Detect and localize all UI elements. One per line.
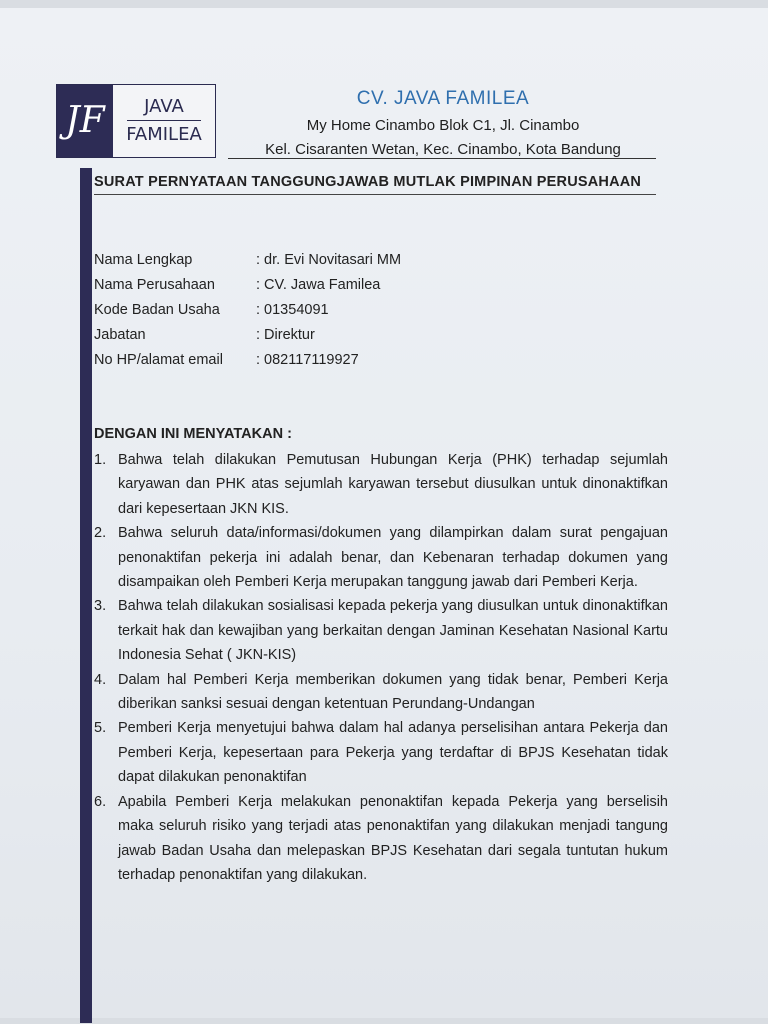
item-number: 5. <box>94 720 107 737</box>
item-number: 2. <box>94 525 107 542</box>
info-label: Kode Badan Usaha <box>94 302 220 318</box>
company-address-line-2: Kel. Cisaranten Wetan, Kec. Cinambo, Kota Bandung <box>265 141 621 158</box>
item-text: Pemberi Kerja menyetujui bahwa dalam hal adanya perselisihan antara Pekerja dan Pemberi Kerja, kepesertaan para Pekerja yang terdaftar di BPJS Kesehatan tidak dapat dilakukan penonaktifan <box>118 720 668 786</box>
decorative-side-bar <box>80 168 92 1023</box>
list-item <box>94 448 668 521</box>
info-label: Nama Perusahaan <box>94 277 215 293</box>
document-title: SURAT PERNYATAAN TANGGUNGJAWAB MUTLAK PIMPINAN PERUSAHAAN <box>94 174 642 190</box>
logo-wordmark <box>121 95 207 147</box>
info-value: : 01354091 <box>256 302 329 318</box>
info-value: : Direktur <box>256 327 315 343</box>
item-text: Apabila Pemberi Kerja melakukan penonaktifan kepada Pekerja yang berselisih maka seluruh risiko yang terjadi atas penonaktifan yang dilakukan menjadi tangung jawab Badan Usaha dan melepaskan BPJS Kesehatan dari segala tuntutan hukum terhadap penonaktifan yang dilakukan. <box>118 793 668 883</box>
company-name: CV. JAVA FAMILEA <box>356 88 530 109</box>
list-item <box>94 790 668 888</box>
info-value: : dr. Evi Novitasari MM <box>256 252 402 268</box>
item-text: Bahwa telah dilakukan Pemutusan Hubungan Kerja (PHK) terhadap sejumlah karyawan dan PHK atas sejumlah karyawan tersebut diusulkan untuk dinonaktifkan dari kepesertaan JKN KIS. <box>118 452 668 517</box>
info-value: : 082117119927 <box>256 352 359 368</box>
item-text: Dalam hal Pemberi Kerja memberikan dokumen yang tidak benar, Pemberi Kerja diberikan sanksi sesuai dengan ketentuan Perundang-Undangan <box>118 671 668 713</box>
item-number: 4. <box>94 671 107 688</box>
item-number: 1. <box>94 452 107 468</box>
item-text: Bahwa telah dilakukan sosialisasi kepada pekerja yang diusulkan untuk dinonaktifkan terkait hak dan kewajiban yang berkaitan dengan Jaminan Kesehatan Nasional Kartu Indonesia Sehat ( JKN-KIS) <box>118 598 668 664</box>
logo-divider <box>127 120 201 121</box>
company-address-line-1: My Home Cinambo Blok C1, Jl. Cinambo <box>306 117 580 134</box>
company-header <box>228 88 658 162</box>
list-item <box>94 716 668 789</box>
statement-heading: DENGAN INI MENYATAKAN : <box>94 426 292 442</box>
header-divider <box>228 158 656 159</box>
list-item <box>94 594 668 667</box>
info-label: Nama Lengkap <box>94 252 193 268</box>
logo-line-2: FAMILEA <box>126 124 202 145</box>
list-item <box>94 668 668 717</box>
logo-mark: JF <box>57 85 113 157</box>
document-page <box>0 8 768 1018</box>
statement-list <box>94 448 668 887</box>
item-text: Bahwa seluruh data/informasi/dokumen yang dilampirkan dalam surat pengajuan penonaktifan pekerja ini adalah benar, dan Kebenaran terhadap dokumen yang disampaikan oleh Pemberi Kerja merupakan tanggung jawab dari Pemberi Kerja. <box>118 525 668 591</box>
list-item <box>94 521 668 594</box>
company-logo <box>56 84 216 158</box>
info-label: Jabatan <box>94 327 146 343</box>
info-value: : CV. Jawa Familea <box>256 277 381 293</box>
info-label: No HP/alamat email <box>94 352 223 368</box>
item-number: 3. <box>94 598 107 615</box>
logo-line-1: JAVA <box>144 96 184 117</box>
item-number: 6. <box>94 793 107 810</box>
title-underline <box>94 194 656 195</box>
